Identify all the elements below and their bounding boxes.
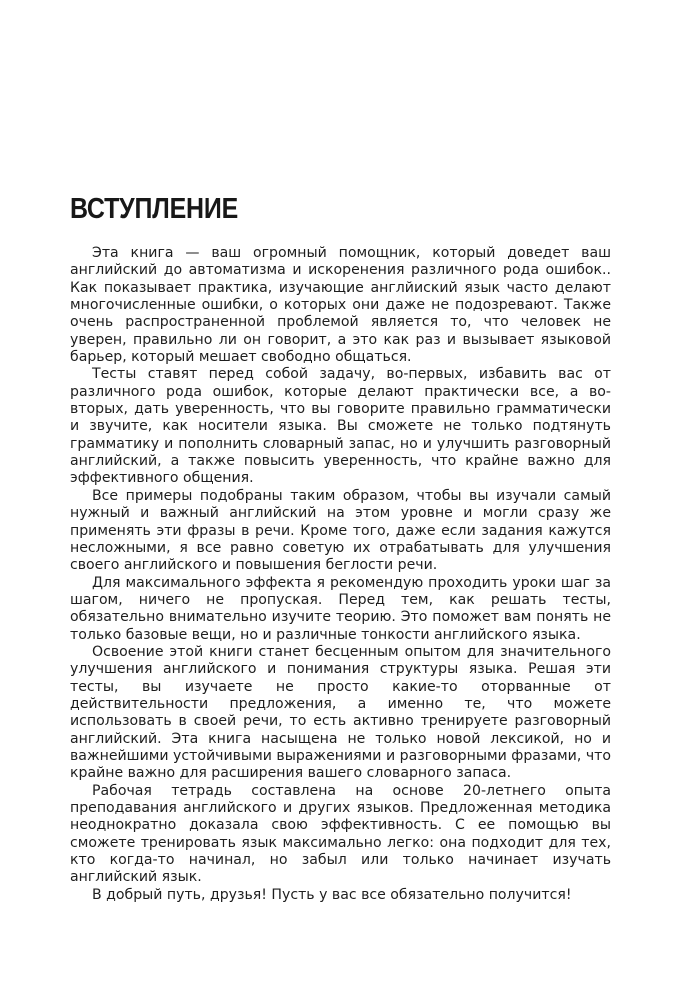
body-text	[70, 245, 611, 904]
paragraph: Освоение этой книги станет бесценным опытом для значительного улучшения английского и понимания структуры языка. Решая эти тесты, вы изучаете не просто какие-то оторванные от действительности предложения, а именно те, что можете использовать в своей речи, то есть активно тренируете разговорный английский. Эта книга насыщена не только новой лексикой, но и важнейшими устойчивыми выражениями и разговорными фразами, что крайне важно для расширения вашего словарного запаса.	[70, 643, 611, 782]
page-content	[70, 194, 611, 904]
paragraph: В добрый путь, друзья! Пусть у вас все обязательно получится!	[92, 886, 572, 903]
paragraph: Для максимального эффекта я рекомендую проходить уроки шаг за шагом, ничего не пропуская. Перед тем, как решать тесты, обязательно внимательно изучите теорию. Это поможет вам понять не только базовые вещи, но и различные тонкости английского языка.	[70, 574, 611, 643]
page-title: ВСТУПЛЕНИЕ	[70, 193, 239, 225]
paragraph: Тесты ставят перед собой задачу, во-первых, избавить вас от различного рода ошибок, которые делают практически все, а во-вторых, дать уверенность, что вы говорите правильно грамматически и звучите, как носители языка. Вы сможете не только подтянуть грамматику и пополнить словарный запас, но и улучшить разговорный английский, а также повысить уверенность, что крайне важно для эффективного общения.	[70, 366, 611, 487]
paragraph: Эта книга — ваш огромный помощник, который доведет ваш английский до автоматизма и искоренения различного рода ошибок.. Как показывает практика, изучающие англйиский язык часто делают многочисленные ошибки, о которых они даже не подозревают. Также очень распространенной проблемой является то, что человек не уверен, правильно ли он говорит, а это как раз и вызывает языковой барьер, который мешает свободно общаться.	[70, 245, 611, 366]
paragraph: Рабочая тетрадь составлена на основе 20-летнего опыта преподавания английского и других языков. Предложенная методика неоднократно доказала свою эффективность. С ее помощью вы сможете тренировать язык максимально легко: она подходит для тех, кто когда-то начинал, но забыл или только начинает изучать английский язык.	[70, 782, 611, 886]
paragraph: Все примеры подобраны таким образом, чтобы вы изучали самый нужный и важный английский на этом уровне и могли сразу же применять эти фразы в речи. Кроме того, даже если задания кажутся несложными, я все равно советую их отрабатывать для улучшения своего английского и повышения беглости речи.	[70, 487, 611, 574]
